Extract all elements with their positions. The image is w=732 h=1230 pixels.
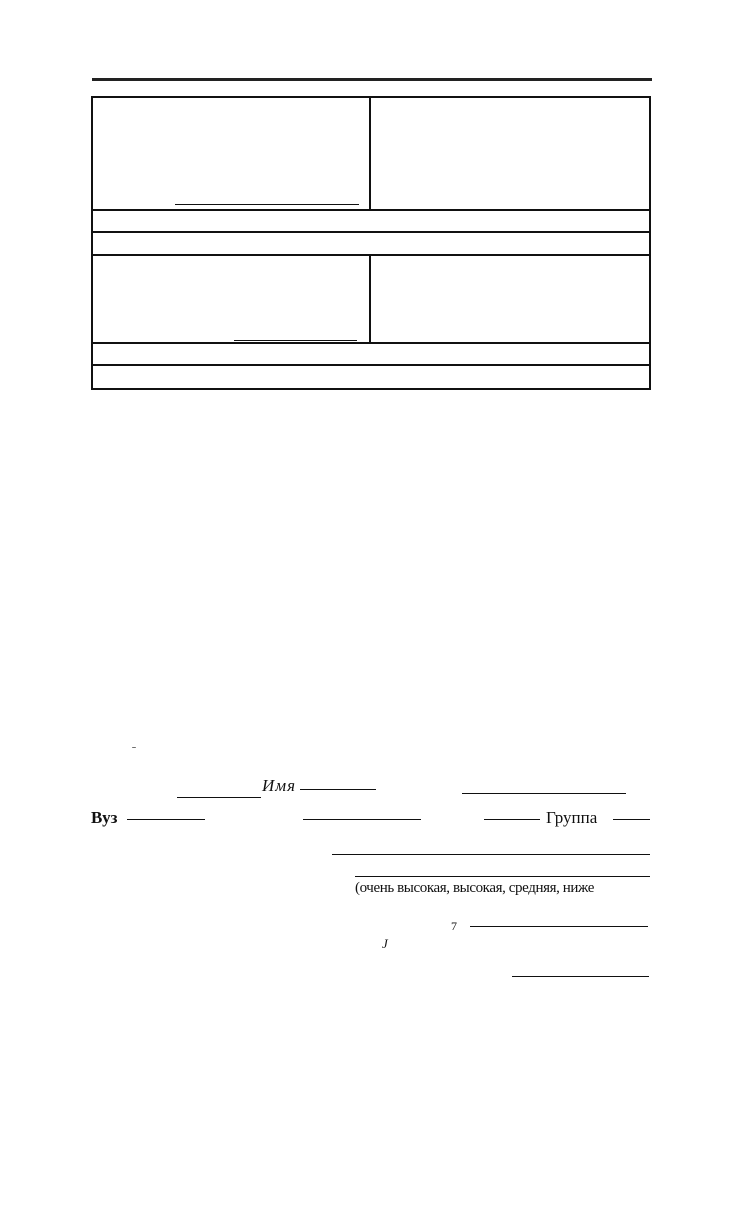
table-row-separator-1 xyxy=(93,209,649,211)
group-label: Группа xyxy=(546,808,598,827)
table-underline-2 xyxy=(234,340,357,341)
patronymic-field-line[interactable] xyxy=(462,793,626,794)
stray-mark-3: J xyxy=(382,936,388,951)
course-field-line[interactable] xyxy=(484,819,540,820)
table-row-separator-3 xyxy=(93,254,649,256)
surname-field-line[interactable] xyxy=(177,797,261,798)
faculty-field-line[interactable] xyxy=(303,819,421,820)
name-label: Имя xyxy=(262,776,297,795)
level-field-line[interactable] xyxy=(355,876,650,877)
stray-mark-2: 7 xyxy=(451,919,457,933)
name-field-line[interactable] xyxy=(300,789,376,790)
table-row-separator-5 xyxy=(93,364,649,366)
stray-mark: ˉ xyxy=(132,743,136,757)
specialty-field-line[interactable] xyxy=(332,854,650,855)
table-underline-1 xyxy=(175,204,359,205)
university-field-line[interactable] xyxy=(127,819,205,820)
table-divider-vertical-1 xyxy=(369,98,371,209)
group-field-line[interactable] xyxy=(613,819,650,820)
form-table xyxy=(91,96,651,390)
university-label: Вуз xyxy=(91,808,118,827)
top-rule xyxy=(92,78,652,81)
table-row-separator-4 xyxy=(93,342,649,344)
extra-field-line-1[interactable] xyxy=(470,926,648,927)
level-options-text: (очень высокая, высокая, средняя, ниже xyxy=(355,880,595,896)
table-row-separator-2 xyxy=(93,231,649,233)
extra-field-line-2[interactable] xyxy=(512,976,649,977)
table-divider-vertical-2 xyxy=(369,254,371,342)
